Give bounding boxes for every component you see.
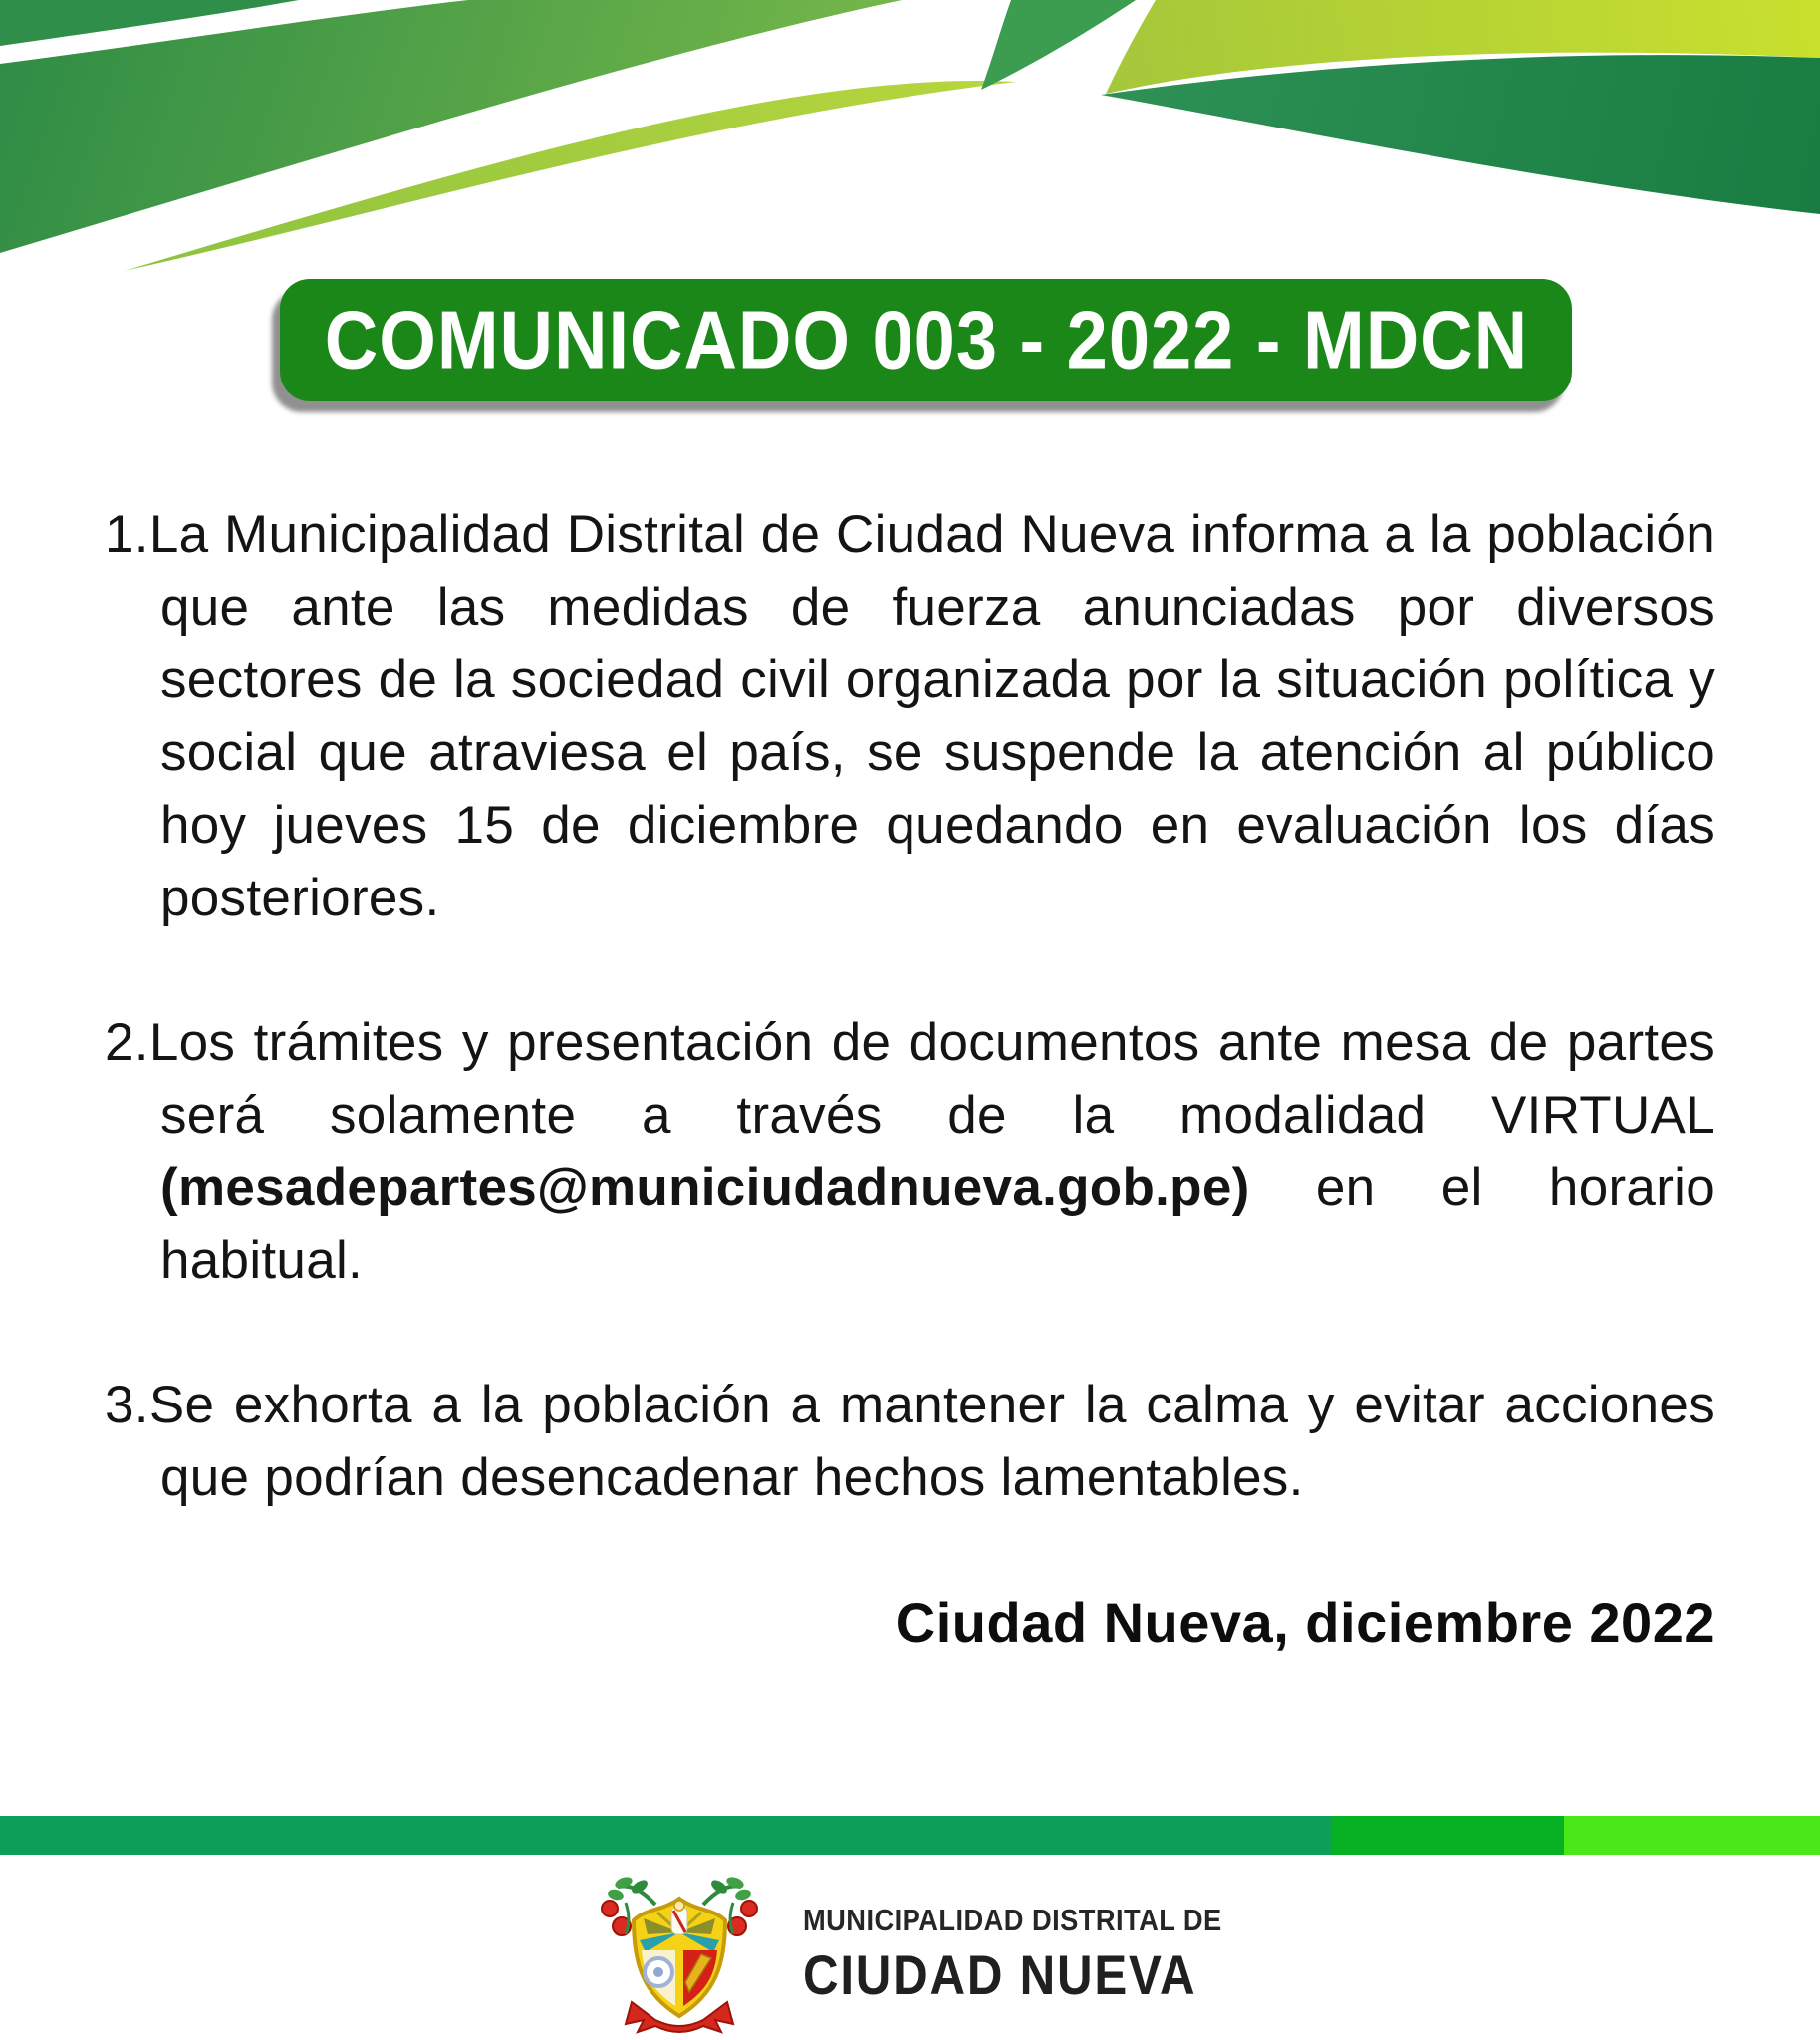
item-3-number: 3. bbox=[105, 1376, 149, 1434]
item-2-text-after: en el horario habitual. bbox=[160, 1158, 1715, 1290]
item-2-text-before: Los trámites y presentación de documentos ante mesa de partes será solamente a través de la modalidad VIRTUAL bbox=[148, 1013, 1715, 1145]
dateline: Ciudad Nueva, diciembre 2022 bbox=[895, 1591, 1715, 1654]
footer-brand bbox=[596, 1875, 1279, 2034]
paragraph-3 bbox=[105, 1369, 1715, 1514]
municipal-coat-of-arms-logo bbox=[596, 1875, 763, 2034]
footer-bar-segment-middle bbox=[1332, 1816, 1564, 1855]
footer-bar-decoration bbox=[0, 1816, 1820, 1855]
footer-bar-segment-right bbox=[1564, 1816, 1820, 1855]
wave-medium-blade bbox=[981, 0, 1136, 90]
banner-title: COMUNICADO 003 - 2022 - MDCN bbox=[324, 293, 1528, 386]
announcement-body bbox=[105, 498, 1715, 1658]
footer-bar-segment-left bbox=[0, 1816, 1332, 1855]
item-1-number: 1. bbox=[105, 505, 149, 564]
org-name-line2: CIUDAD NUEVA bbox=[803, 1943, 1197, 2006]
item-2-email-bold: (mesadepartes@municiudadnueva.gob.pe) bbox=[160, 1158, 1250, 1217]
org-name-block bbox=[803, 1875, 1279, 2007]
org-name-line1: MUNICIPALIDAD DISTRITAL DE bbox=[803, 1903, 1222, 1937]
wave-main-swoosh bbox=[0, 0, 902, 253]
item-3-text: Se exhorta a la población a mantener la calma y evitar acciones que podrían desencadenar hechos lamentables. bbox=[148, 1376, 1715, 1507]
paragraph-2 bbox=[105, 1006, 1715, 1297]
item-2-number: 2. bbox=[105, 1013, 149, 1072]
comunicado-banner bbox=[280, 279, 1572, 401]
seal-saint-figure bbox=[671, 1901, 687, 1934]
paragraph-1 bbox=[105, 498, 1715, 934]
item-1-text: La Municipalidad Distrital de Ciudad Nueva informa a la población que ante las medidas de fuerza anunciadas por diversos sectores de la sociedad civil organizada por la situación política y social que atraviesa el país, se suspende la atención al público hoy jueves 15 de diciembre quedando en evaluación los días posteriores. bbox=[148, 505, 1715, 927]
wave-teal-band bbox=[1101, 55, 1820, 214]
